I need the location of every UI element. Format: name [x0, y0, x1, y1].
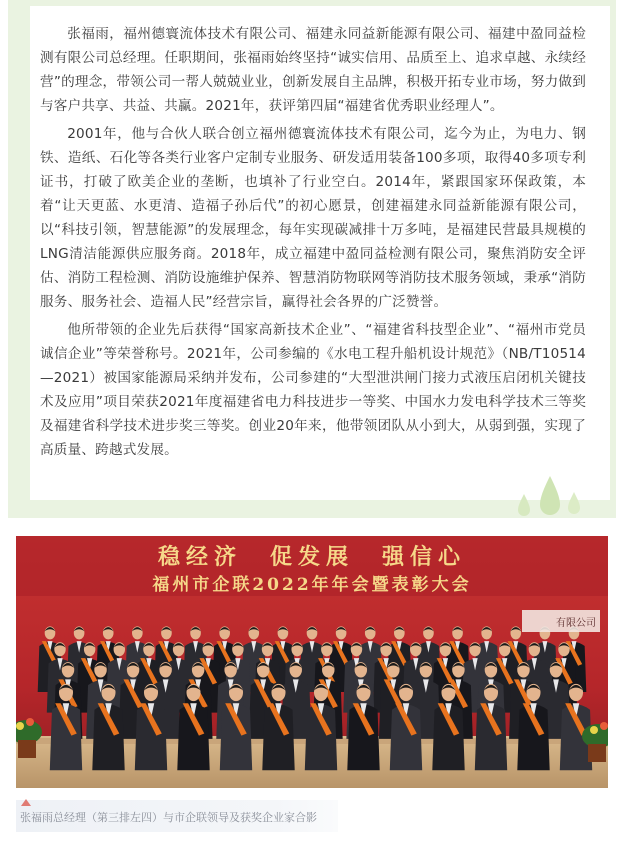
- photo-caption: 张福雨总经理（第三排左四）与市企联领导及获奖企业家合影: [20, 811, 317, 824]
- banner-line-2: 福州市企联2022年年会暨表彰大会: [152, 575, 472, 595]
- banner-line-1: 稳经济 促发展 强信心: [157, 544, 466, 570]
- drop-small-right-icon: [568, 492, 580, 514]
- paragraph-1: 张福雨，福州德寰流体技术有限公司、福建永同益新能源有限公司、福建中盈同益检测有限公司总经理。任职期间，张福雨始终坚持“诚实信用、品质至上、追求卓越、永续经营”的理念，带领公司一帮人兢兢业业，创新发展自主品牌，积极开拓专业市场，努力做到与客户共享、共益、共赢。2021年，获评第四届“福建省优秀职业经理人”。: [40, 26, 586, 114]
- side-sign: 有限公司: [556, 618, 596, 629]
- water-drops-decoration: [510, 472, 590, 518]
- article-body: [40, 22, 586, 466]
- drop-large-icon: [540, 476, 560, 515]
- drop-small-left-icon: [518, 494, 530, 516]
- paragraph-3: 他所带领的企业先后获得“国家高新技术企业”、“福建省科技型企业”、“福州市党员诚信企业”等荣誉称号。2021年，公司参编的《水电工程升船机设计规范》（NB/T10514—2021）被国家能源局采纳并发布，公司参建的“大型泄洪闸门接力式液压启闭机关键技术及应用”项目荣获2021年度福建省电力科技进步一等奖、中国水力发电科学技术三等奖及福建省科学技术进步奖三等奖。创业20年来，他带领团队从小到大，从弱到强，实现了高质量、跨越式发展。: [40, 322, 586, 458]
- group-photo: [16, 536, 608, 788]
- caption-arrow-icon: [21, 799, 31, 806]
- paragraph-2: 2001年，他与合伙人联合创立福州德寰流体技术有限公司，迄今为止，为电力、钢铁、造纸、石化等各类行业客户定制专业服务、研发适用装备100多项，取得40多项专利证书，打破了欧美企业的垄断，也填补了行业空白。2014年，紧跟国家环保政策，本着“让天更蓝、水更清、造福子孙后代”的初心愿景，创建福建永同益新能源有限公司，以“科技引领，智慧能源”的发展理念，每年实现碳减排十万多吨，是福建民营最具规模的LNG清洁能源供应服务商。2018年，成立福建中盈同益检测有限公司，聚焦消防安全评估、消防工程检测、消防设施维护保养、智慧消防物联网等消防技术服务领域，秉承“消防服务、服务社会、造福人民”经营宗旨，赢得社会各界的广泛赞誉。: [40, 126, 586, 310]
